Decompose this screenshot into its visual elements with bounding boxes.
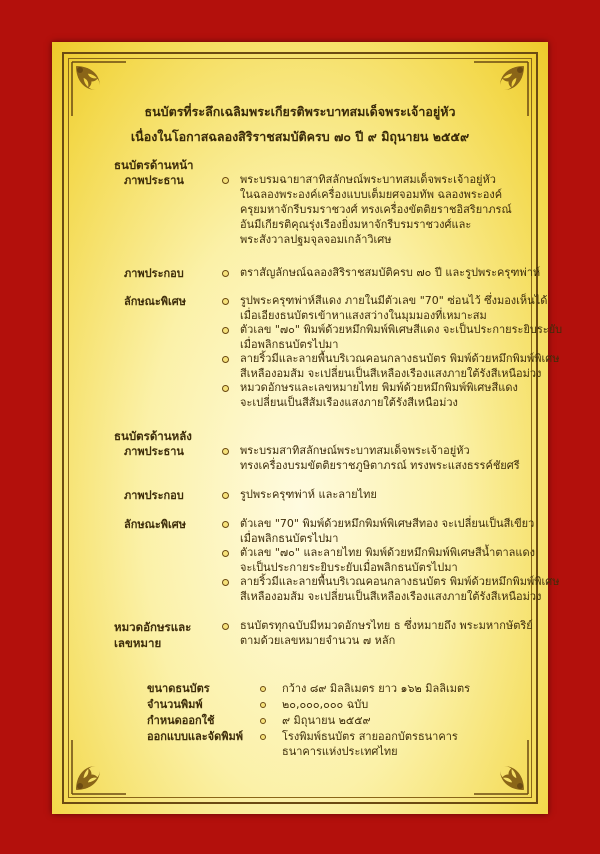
front-special-line: เมื่อพลิกธนบัตรไปมา (240, 338, 339, 351)
bullet-circle-icon (222, 270, 229, 277)
bullet-circle-icon (222, 298, 229, 305)
front-special-line: หมวดอักษรและเลขหมายไทย พิมพ์ด้วยหมึกพิมพ์พิเศษสีแดง (240, 381, 518, 394)
spec-label: กำหนดออกใช้ (147, 714, 215, 727)
serial-line: ธนบัตรทุกฉบับมีหมวดอักษรไทย ธ ซึ่งหมายถึง พระมหากษัตริย์ (240, 619, 533, 632)
serial-line: ตามด้วยเลขหมายจำนวน ๗ หลัก (240, 634, 396, 647)
back-special-line: ตัวเลข "๗๐" และลายไทย พิมพ์ด้วยหมึกพิมพ์พิเศษสีน้ำตาลแดง (240, 546, 536, 559)
front-main-line: พระบรมฉายาสาทิสลักษณ์พระบาทสมเด็จพระเจ้าอยู่หัว (240, 173, 496, 186)
bullet-circle-icon (260, 702, 266, 708)
front-special-line: ลายริ้วมีและลายพื้นบริเวณคอนกลางธนบัตร พิมพ์ด้วยหมึกพิมพ์พิเศษ (240, 352, 560, 365)
bullet-circle-icon (260, 686, 266, 692)
back-special-line: ตัวเลข "70" พิมพ์ด้วยหมึกพิมพ์พิเศษสีทอง จะเปลี่ยนเป็นสีเขียว (240, 517, 535, 530)
front-comp-label: ภาพประกอบ (124, 267, 184, 280)
front-main-line: ครุยมหาจักรีบรมราชวงศ์ ทรงเครื่องขัตติยราชอิสริยาภรณ์ (240, 203, 512, 216)
front-special-line: ตัวเลข "๗๐" พิมพ์ด้วยหมึกพิมพ์พิเศษสีแดง จะเป็นประกายระยิบระยับ (240, 323, 563, 336)
back-main-line: พระบรมสาทิสลักษณ์พระบาทสมเด็จพระเจ้าอยู่หัว (240, 444, 470, 457)
bullet-circle-icon (222, 579, 229, 586)
bullet-circle-icon (222, 177, 229, 184)
corner-ornament-icon (70, 738, 128, 796)
spec-value: ๙ มิถุนายน ๒๕๕๙ (282, 714, 371, 727)
back-special-label: ลักษณะพิเศษ (124, 518, 187, 531)
bullet-circle-icon (222, 385, 229, 392)
front-special-line: สีเหลืองอมส้ม จะเปลี่ยนเป็นสีเหลืองเรืองแสงภายใต้รังสีเหนือม่วง (240, 367, 542, 380)
front-special-line: รูปพระครุฑพ่าห์สีแดง ภายในมีตัวเลข "70" ซ่อนไว้ ซึ่งมองเห็นได้ (240, 294, 548, 307)
back-section-title: ธนบัตรด้านหลัง (114, 429, 192, 443)
bullet-circle-icon (222, 550, 229, 557)
corner-ornament-icon (472, 738, 530, 796)
front-special-line: จะเปลี่ยนเป็นสีส้มเรืองแสงภายใต้รังสีเหนือม่วง (240, 396, 458, 409)
front-special-line: เมื่อเอียงธนบัตรเข้าหาแสงสว่างในมุมมองที่เหมาะสม (240, 309, 487, 322)
front-section-title: ธนบัตรด้านหน้า (114, 158, 194, 172)
bullet-circle-icon (222, 521, 229, 528)
bullet-circle-icon (260, 718, 266, 724)
front-special-label: ลักษณะพิเศษ (124, 295, 187, 308)
serial-label: เลขหมาย (114, 636, 162, 650)
spec-label: จำนวนพิมพ์ (147, 698, 203, 711)
bullet-circle-icon (222, 492, 229, 499)
spec-value: โรงพิมพ์ธนบัตร สายออกบัตรธนาคาร (282, 730, 458, 743)
bullet-circle-icon (222, 623, 229, 630)
bullet-circle-icon (222, 356, 229, 363)
spec-label: ออกแบบและจัดพิมพ์ (147, 730, 244, 743)
serial-label: หมวดอักษรและ (114, 620, 192, 634)
commemorative-info-card (52, 42, 563, 814)
header-line-2: เนื่องในโอกาสฉลองสิริราชสมบัติครบ ๗๐ ปี ๙ มิถุนายน ๒๕๕๙ (130, 129, 470, 144)
back-comp-line: รูปพระครุฑพ่าห์ และลายไทย (240, 488, 377, 501)
spec-label: ขนาดธนบัตร (147, 682, 210, 695)
front-main-line: อันมีเกียรติคุณรุ่งเรืองยิ่งมหาจักรีบรมราชวงศ์และ (240, 218, 472, 231)
bullet-circle-icon (260, 734, 266, 740)
front-main-label: ภาพประธาน (124, 174, 184, 187)
front-comp-line: ตราสัญลักษณ์ฉลองสิริราชสมบัติครบ ๗๐ ปี และรูปพระครุฑพ่าห์ (240, 266, 541, 279)
back-special-line: สีเหลืองอมส้ม จะเปลี่ยนเป็นสีเหลืองเรืองแสงภายใต้รังสีเหนือม่วง (240, 590, 542, 603)
back-special-line: จะเป็นประกายระยิบระยับเมื่อพลิกธนบัตรไปมา (240, 561, 458, 574)
back-special-line: ลายริ้วมีและลายพื้นบริเวณคอนกลางธนบัตร พิมพ์ด้วยหมึกพิมพ์พิเศษ (240, 575, 560, 588)
front-main-line: พระสังวาลปฐมจุลจอมเกล้าวิเศษ (240, 233, 392, 246)
bullet-circle-icon (222, 448, 229, 455)
spec-value: กว้าง ๘๙ มิลลิเมตร ยาว ๑๖๒ มิลลิเมตร (282, 682, 471, 695)
front-main-line: ในฉลองพระองค์เครื่องแบบเต็มยศจอมทัพ ฉลองพระองค์ (240, 188, 503, 201)
spec-value-extra: ธนาคารแห่งประเทศไทย (282, 745, 398, 758)
header-line-1: ธนบัตรที่ระลึกเฉลิมพระเกียรติพระบาทสมเด็จพระเจ้าอยู่หัว (144, 104, 456, 119)
spec-value: ๒๐,๐๐๐,๐๐๐ ฉบับ (282, 698, 369, 711)
back-special-line: เมื่อพลิกธนบัตรไปมา (240, 532, 339, 545)
back-main-line: ทรงเครื่องบรมขัตติยราชภูษิตาภรณ์ ทรงพระแสงธรรค์ชัยศรี (240, 459, 520, 472)
back-main-label: ภาพประธาน (124, 445, 184, 458)
back-comp-label: ภาพประกอบ (124, 489, 184, 502)
bullet-circle-icon (222, 327, 229, 334)
